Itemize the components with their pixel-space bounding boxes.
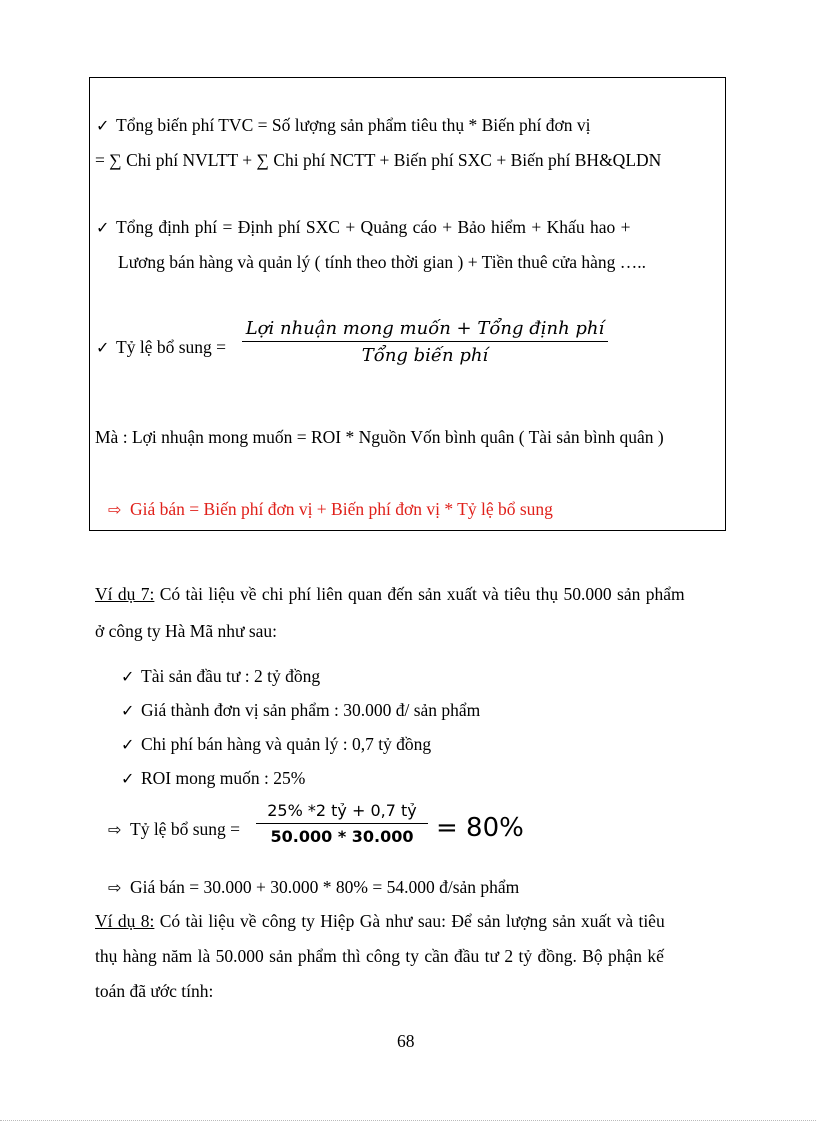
check-icon: ✓ (121, 701, 135, 720)
tvc-line-1: ✓ Tổng biến phí TVC = Số lượng sản phẩm tiêu thụ * Biến phí đơn vị (96, 115, 591, 135)
example8-line-1: Ví dụ 8: Có tài liệu về công ty Hiệp Gà như sau: Để sản lượng sản xuất và tiêu (95, 911, 665, 931)
ratio-label: ✓ Tỷ lệ bổ sung = (96, 337, 226, 357)
check-icon: ✓ (121, 769, 135, 788)
check-icon: ✓ (121, 667, 135, 686)
list-item: ✓ ROI mong muốn : 25% (121, 768, 306, 788)
example7-ratio-denominator: 50.000 * 30.000 (270, 827, 414, 846)
example8-label: Ví dụ 8: (95, 911, 155, 931)
check-icon: ✓ (121, 735, 135, 754)
example7-ratio-result: = 80% (436, 813, 524, 843)
example7-label: Ví dụ 7: (95, 584, 155, 604)
example7-price-line: ⇨ Giá bán = 30.000 + 30.000 * 80% = 54.000 đ/sản phẩm (108, 877, 520, 897)
example8-line-2: thụ hàng năm là 50.000 sản phẩm thì công ty cần đầu tư 2 tỷ đồng. Bộ phận kế (95, 946, 664, 966)
ratio-numerator: Lợi nhuận mong muốn + Tổng định phí (245, 318, 605, 339)
tvc-line-2: = ∑ Chi phí NVLTT + ∑ Chi phí NCTT + Biến phí SXC + Biến phí BH&QLDN (95, 150, 662, 170)
price-formula-line: ⇨ Giá bán = Biến phí đơn vị + Biến phí đơn vị * Tỷ lệ bổ sung (108, 499, 553, 519)
page-number: 68 (397, 1031, 415, 1051)
hollow-right-arrow-icon: ⇨ (108, 820, 122, 839)
example8-line-3: toán đã ước tính: (95, 981, 214, 1001)
example7-ratio-label: ⇨ Tỷ lệ bổ sung = (108, 819, 240, 839)
ratio-fraction (242, 318, 608, 366)
example7-intro-line-1: Ví dụ 7: Có tài liệu về chi phí liên quan đến sản xuất và tiêu thụ 50.000 sản phẩm (95, 584, 685, 604)
example7-ratio-fraction (256, 801, 428, 846)
hollow-right-arrow-icon: ⇨ (108, 878, 122, 897)
page-edge-divider (0, 1120, 816, 1121)
example7-intro-line-2: ở công ty Hà Mã như sau: (95, 621, 278, 641)
example7-ratio-numerator: 25% *2 tỷ + 0,7 tỷ (267, 801, 417, 820)
check-icon: ✓ (96, 338, 110, 357)
hollow-right-arrow-icon: ⇨ (108, 500, 122, 519)
check-icon: ✓ (96, 218, 110, 237)
list-item: ✓ Giá thành đơn vị sản phẩm : 30.000 đ/ sản phẩm (121, 700, 481, 720)
list-item: ✓ Tài sản đầu tư : 2 tỷ đồng (121, 666, 321, 686)
ratio-denominator: Tổng biến phí (361, 345, 489, 366)
fixed-cost-line-1: ✓ Tổng định phí = Định phí SXC + Quảng cáo + Bảo hiểm + Khấu hao + (96, 217, 631, 237)
list-item: ✓ Chi phí bán hàng và quản lý : 0,7 tỷ đồng (121, 734, 432, 754)
ma-line: Mà : Lợi nhuận mong muốn = ROI * Nguồn Vốn bình quân ( Tài sản bình quân ) (95, 427, 664, 447)
check-icon: ✓ (96, 116, 110, 135)
formula-box (89, 77, 726, 531)
fixed-cost-line-2: Lương bán hàng và quản lý ( tính theo thời gian ) + Tiền thuê cửa hàng ….. (118, 252, 647, 272)
